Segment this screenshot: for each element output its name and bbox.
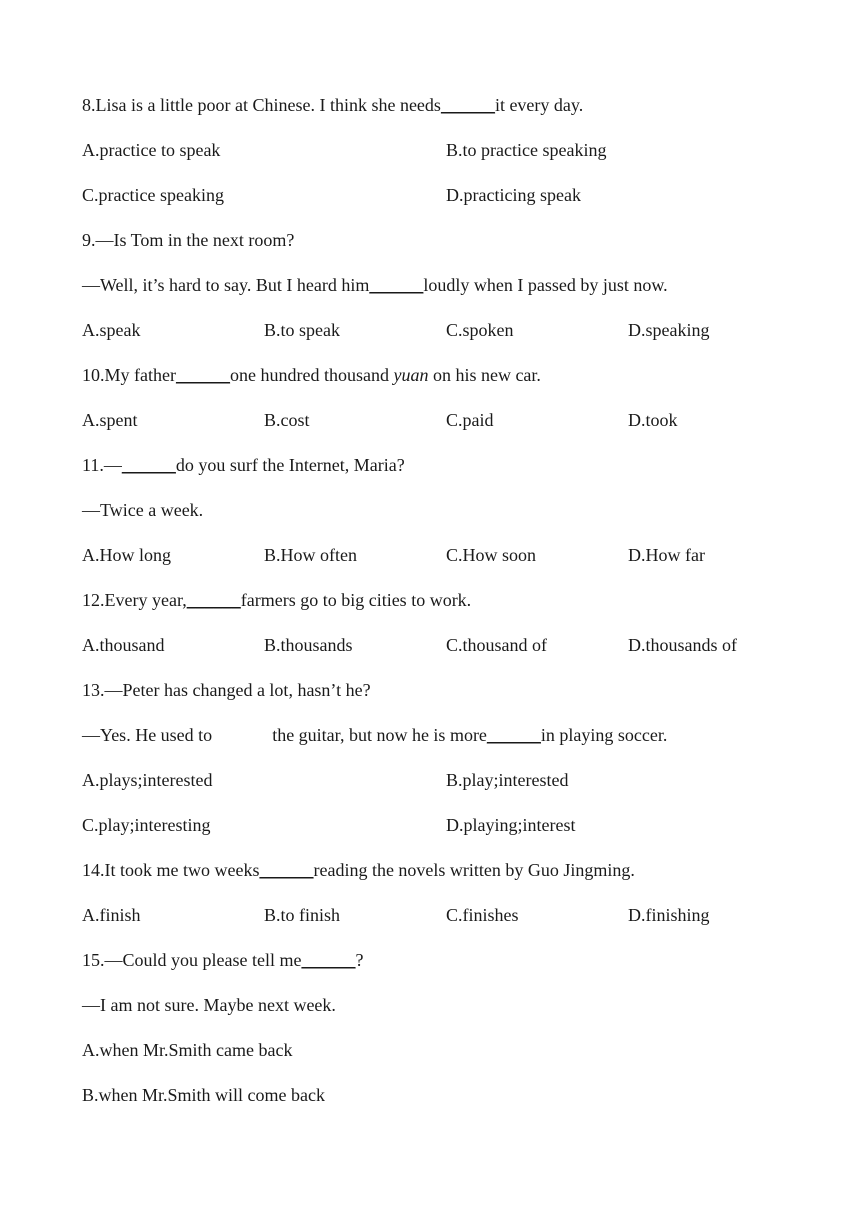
option-d: D.thousands of	[628, 635, 737, 655]
option-c: C.play;interesting	[82, 815, 211, 835]
stem-text: 12.Every year,	[82, 590, 187, 610]
question-13-options-row-1	[82, 768, 782, 792]
question-10-options	[82, 408, 782, 432]
question-8-stem	[82, 93, 782, 117]
stem-text: 11.—	[82, 455, 122, 475]
option-d: D.practicing speak	[446, 185, 581, 205]
option-b: B.play;interested	[446, 770, 569, 790]
question-14-stem	[82, 858, 782, 882]
stem-text: one hundred thousand	[229, 365, 394, 385]
question-14-options	[82, 903, 782, 927]
option-c: C.paid	[446, 410, 494, 430]
stem-text: ?	[355, 950, 364, 970]
stem-text: reading the novels written by Guo Jingming.	[313, 860, 635, 880]
answer-blank: ______	[175, 365, 230, 385]
option-a: A.thousand	[82, 635, 165, 655]
question-10-stem	[82, 363, 782, 387]
option-a: A.plays;interested	[82, 770, 213, 790]
stem-text: 8.Lisa is a little poor at Chinese. I think she needs	[82, 95, 441, 115]
option-a: A.spent	[82, 410, 138, 430]
option-b: B.to practice speaking	[446, 140, 607, 160]
stem-italic-word: yuan	[393, 365, 429, 385]
answer-blank: ______	[301, 950, 356, 970]
question-15-option-a: A.when Mr.Smith came back	[82, 1040, 293, 1060]
stem-text: 15.—Could you please tell me	[82, 950, 302, 970]
stem-text: it every day.	[494, 95, 584, 115]
option-c: C.thousand of	[446, 635, 547, 655]
option-a: A.speak	[82, 320, 141, 340]
answer-blank: ______	[259, 860, 314, 880]
question-11-options	[82, 543, 782, 567]
option-a: A.practice to speak	[82, 140, 221, 160]
option-d: D.took	[628, 410, 678, 430]
question-8-options-row-1	[82, 138, 782, 162]
question-9-options	[82, 318, 782, 342]
reply-text: the guitar, but now he is more	[272, 725, 487, 745]
option-d: D.playing;interest	[446, 815, 576, 835]
reply-text: in playing soccer.	[540, 725, 668, 745]
question-15-reply: —I am not sure. Maybe next week.	[82, 995, 336, 1015]
question-11-reply: —Twice a week.	[82, 500, 204, 520]
option-b: B.How often	[264, 545, 357, 565]
answer-blank: ______	[186, 590, 241, 610]
option-c: C.practice speaking	[82, 185, 224, 205]
option-d: D.How far	[628, 545, 705, 565]
reply-text: loudly when I passed by just now.	[423, 275, 668, 295]
stem-text: farmers go to big cities to work.	[240, 590, 472, 610]
answer-blank: ______	[440, 95, 495, 115]
stem-text: 10.My father	[82, 365, 176, 385]
stem-text: do you surf the Internet, Maria?	[175, 455, 405, 475]
option-c: C.finishes	[446, 905, 519, 925]
reply-text: —Yes. He used to	[82, 725, 213, 745]
question-13-stem: 13.—Peter has changed a lot, hasn’t he?	[82, 680, 371, 700]
option-d: D.finishing	[628, 905, 710, 925]
answer-blank: ______	[369, 275, 424, 295]
option-b: B.thousands	[264, 635, 353, 655]
question-15-option-b: B.when Mr.Smith will come back	[82, 1085, 325, 1105]
answer-blank: ______	[121, 455, 176, 475]
option-a: A.finish	[82, 905, 141, 925]
option-b: B.to finish	[264, 905, 341, 925]
option-c: C.spoken	[446, 320, 514, 340]
option-b: B.cost	[264, 410, 310, 430]
option-c: C.How soon	[446, 545, 537, 565]
option-b: B.to speak	[264, 320, 340, 340]
question-12-stem	[82, 588, 782, 612]
question-12-options	[82, 633, 782, 657]
question-11-stem	[82, 453, 782, 477]
question-15-stem	[82, 948, 782, 972]
reply-text: —Well, it’s hard to say. But I heard him	[82, 275, 370, 295]
answer-blank: ______	[486, 725, 541, 745]
question-13-options-row-2	[82, 813, 782, 837]
stem-text: 14.It took me two weeks	[82, 860, 260, 880]
option-d: D.speaking	[628, 320, 710, 340]
question-9-stem: 9.—Is Tom in the next room?	[82, 230, 295, 250]
question-13-reply	[82, 723, 782, 747]
option-a: A.How long	[82, 545, 171, 565]
question-8-options-row-2	[82, 183, 782, 207]
question-9-reply	[82, 273, 782, 297]
stem-text: on his new car.	[428, 365, 541, 385]
